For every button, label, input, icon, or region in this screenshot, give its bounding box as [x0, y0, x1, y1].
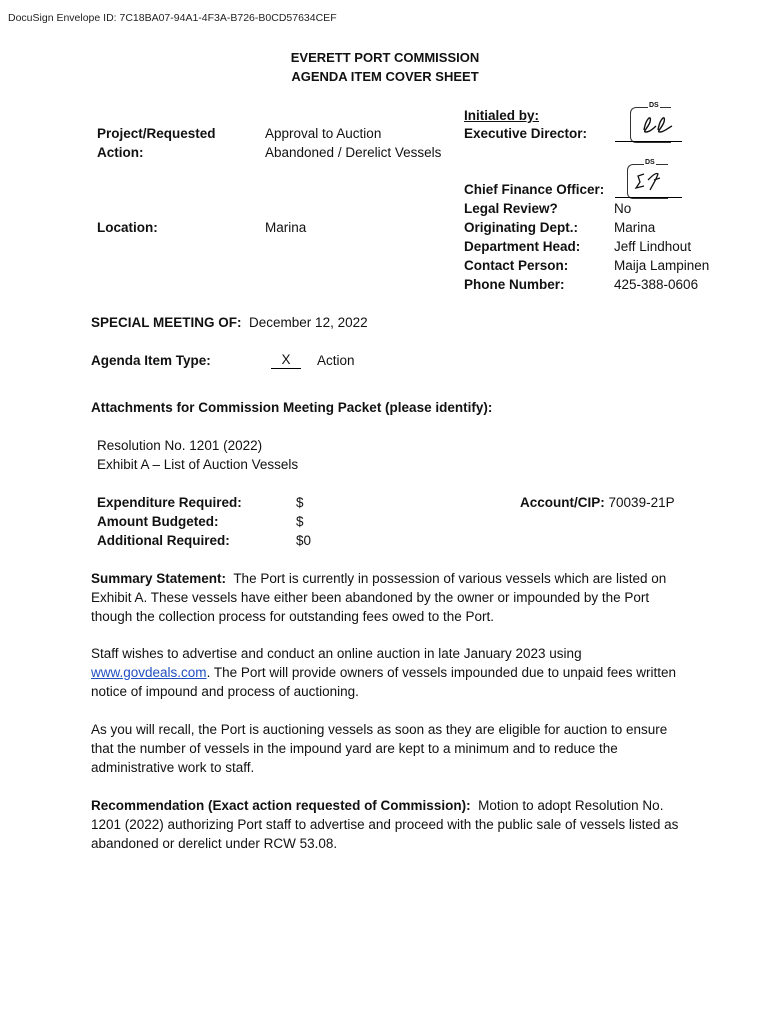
document-subtitle: AGENDA ITEM COVER SHEET — [291, 69, 479, 84]
agenda-item-type-mark: X — [271, 351, 301, 369]
staff-text-before: Staff wishes to advertise and conduct an online auction in late January 2023 using — [91, 646, 582, 661]
initials-signature-icon — [632, 168, 672, 194]
expenditure-required-value: $ — [296, 495, 304, 510]
executive-director-label: Executive Director: — [464, 126, 588, 141]
account-cip-label: Account/CIP: — [520, 495, 605, 510]
special-meeting-label: SPECIAL MEETING OF: — [91, 315, 242, 330]
special-meeting — [91, 313, 368, 332]
project-value-line1: Approval to Auction — [265, 126, 382, 141]
recall-paragraph: As you will recall, the Port is auctioning vessels as soon as they are eligible for auction to ensure that the number of vessels in the impound yard are kept to a minimum and to reduce the administrative work to staff. — [91, 722, 668, 775]
originating-dept-label: Originating Dept.: — [464, 220, 578, 235]
govdeals-link[interactable]: www.govdeals.com — [91, 665, 207, 680]
attachment-item: Resolution No. 1201 (2022) — [97, 438, 263, 453]
project-value-line2: Abandoned / Derelict Vessels — [265, 145, 442, 160]
additional-required-value: $0 — [296, 533, 312, 548]
contact-person-label: Contact Person: — [464, 258, 569, 273]
initialed-by-heading: Initialed by: — [464, 108, 540, 123]
legal-review-value: No — [614, 201, 632, 216]
account-cip-value: 70039-21P — [608, 495, 675, 510]
agenda-item-type-label: Agenda Item Type: — [91, 353, 211, 368]
account-cip — [520, 493, 675, 512]
originating-dept-value: Marina — [614, 220, 656, 235]
legal-review-label: Legal Review? — [464, 201, 558, 216]
amount-budgeted-label: Amount Budgeted: — [97, 514, 219, 529]
staff-paragraph — [91, 644, 691, 701]
attachment-item: Exhibit A – List of Auction Vessels — [97, 457, 299, 472]
summary-statement-text: The Port is currently in possession of various vessels which are listed on Exhibit A. These vessels have either been abandoned by the owner or impounded by the Port though the collection process for outstanding fees owed to the Port. — [91, 571, 667, 624]
attachments-heading: Attachments for Commission Meeting Packet (please identify): — [91, 400, 493, 415]
project-label-line2: Action: — [97, 145, 144, 160]
phone-number-value: 425-388-0606 — [614, 277, 699, 292]
recommendation-label: Recommendation (Exact action requested of Commission): — [91, 798, 471, 813]
summary-statement — [91, 569, 691, 626]
staff-text-after: . The Port will provide owners of vessels impounded due to unpaid fees written notice of impound and process of auctioning. — [91, 665, 677, 699]
recommendation-text: Motion to adopt Resolution No. 1201 (2022) authorizing Port staff to advertise and proceed with the public sale of vessels listed as abandoned or derelict under RCW 53.08. — [91, 798, 679, 851]
department-head-value: Jeff Lindhout — [614, 239, 692, 254]
location-label: Location: — [97, 220, 158, 235]
docusign-envelope-id: DocuSign Envelope ID: 7C18BA07-94A1-4F3A-B726-B0CD57634CEF — [8, 12, 337, 24]
agenda-item-type-value: Action — [317, 353, 355, 368]
ds-tag-cfo: DS — [645, 159, 655, 166]
cfo-label: Chief Finance Officer: — [464, 182, 605, 197]
expenditure-required-label: Expenditure Required: — [97, 495, 242, 510]
project-label-line1: Project/Requested — [97, 126, 216, 141]
location-value: Marina — [265, 220, 307, 235]
special-meeting-date: December 12, 2022 — [249, 315, 368, 330]
initials-signature-icon — [636, 110, 686, 138]
contact-person-value: Maija Lampinen — [614, 258, 710, 273]
department-head-label: Department Head: — [464, 239, 581, 254]
ds-tag: DS — [649, 102, 659, 109]
recommendation — [91, 796, 691, 853]
phone-number-label: Phone Number: — [464, 277, 565, 292]
amount-budgeted-value: $ — [296, 514, 304, 529]
summary-statement-label: Summary Statement: — [91, 571, 227, 586]
document-title: EVERETT PORT COMMISSION — [290, 50, 480, 65]
additional-required-label: Additional Required: — [97, 533, 230, 548]
